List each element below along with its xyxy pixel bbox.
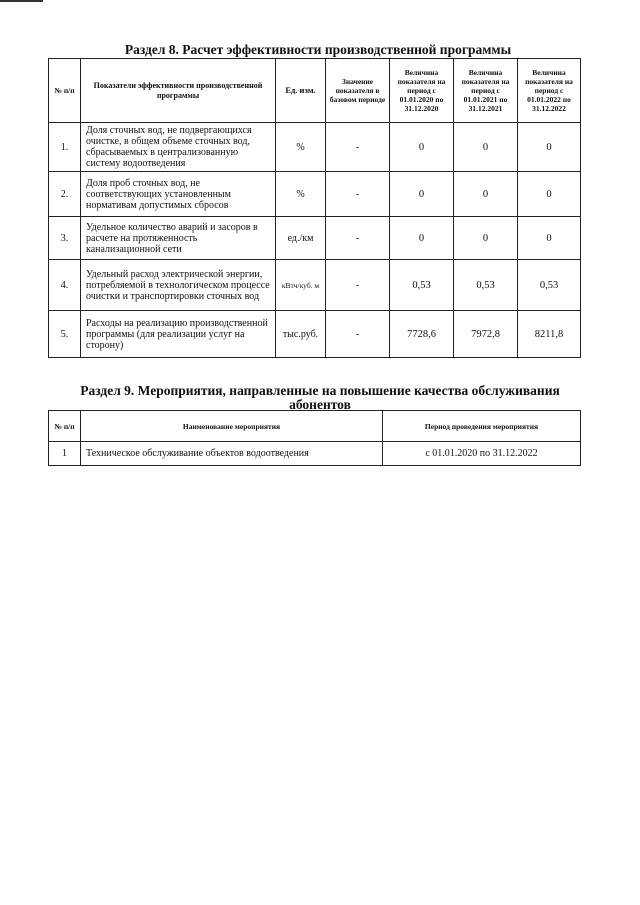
efficiency-table	[48, 58, 581, 358]
row-num: 1	[49, 442, 81, 466]
scan-edge-mark	[0, 0, 43, 2]
header-period-2021: Величина показателя на период с 01.01.2021 по 31.12.2021	[454, 59, 518, 123]
table-row	[49, 311, 581, 358]
row-unit: тыс.руб.	[276, 311, 326, 358]
row-unit: %	[276, 172, 326, 217]
row-base: -	[326, 260, 390, 311]
header-activity-name: Наименование мероприятия	[81, 411, 383, 442]
row-value-2022: 0	[518, 172, 581, 217]
table-header-row	[49, 59, 581, 123]
row-base: -	[326, 311, 390, 358]
row-value-2020: 0	[390, 172, 454, 217]
table-row	[49, 442, 581, 466]
header-num: № п/п	[49, 59, 81, 123]
row-num: 1.	[49, 123, 81, 172]
row-value-2022: 0,53	[518, 260, 581, 311]
row-num: 3.	[49, 217, 81, 260]
row-unit: кВтч/куб. м	[276, 260, 326, 311]
row-indicator: Расходы на реализацию производственной программы (для реализации услуг на сторону)	[81, 311, 276, 358]
section-8-title: Раздел 8. Расчет эффективности производственной программы	[124, 42, 512, 57]
row-value-2020: 0	[390, 217, 454, 260]
row-base: -	[326, 217, 390, 260]
row-indicator: Удельный расход электрической энергии, потребляемой в технологическом процессе очистки и транспортировки сточных вод	[81, 260, 276, 311]
row-unit: ед./км	[276, 217, 326, 260]
row-value-2020: 0,53	[390, 260, 454, 311]
header-indicator: Показатели эффективности производственной программы	[81, 59, 276, 123]
header-period-2022: Величина показателя на период с 01.01.2022 по 31.12.2022	[518, 59, 581, 123]
row-indicator: Удельное количество аварий и засоров в расчете на протяженность канализационной сети	[81, 217, 276, 260]
row-num: 5.	[49, 311, 81, 358]
row-base: -	[326, 172, 390, 217]
header-num: № п/п	[49, 411, 81, 442]
row-activity-name: Техническое обслуживание объектов водоотведения	[81, 442, 383, 466]
row-value-2022: 8211,8	[518, 311, 581, 358]
row-value-2022: 0	[518, 123, 581, 172]
row-num: 2.	[49, 172, 81, 217]
activities-table	[48, 410, 581, 466]
row-value-2021: 0	[454, 123, 518, 172]
header-activity-period: Период проведения мероприятия	[383, 411, 581, 442]
row-value-2021: 0	[454, 217, 518, 260]
row-base: -	[326, 123, 390, 172]
header-base-period: Значение показателя в базовом периоде	[326, 59, 390, 123]
row-value-2021: 7972,8	[454, 311, 518, 358]
section-9-title: Раздел 9. Мероприятия, направленные на повышение качества обслуживания абонентов	[80, 383, 560, 412]
row-value-2020: 7728,6	[390, 311, 454, 358]
row-num: 4.	[49, 260, 81, 311]
row-value-2021: 0,53	[454, 260, 518, 311]
row-indicator: Доля проб сточных вод, не соответствующих установленным нормативам допустимых сбросов	[81, 172, 276, 217]
table-header-row	[49, 411, 581, 442]
header-unit: Ед. изм.	[276, 59, 326, 123]
table-row	[49, 172, 581, 217]
table-row	[49, 217, 581, 260]
row-unit: %	[276, 123, 326, 172]
header-period-2020: Величина показателя на период с 01.01.2020 по 31.12.2020	[390, 59, 454, 123]
row-value-2021: 0	[454, 172, 518, 217]
row-value-2022: 0	[518, 217, 581, 260]
table-row	[49, 260, 581, 311]
row-indicator: Доля сточных вод, не подвергающихся очистке, в общем объеме сточных вод, сбрасываемых в централизованную систему водоотведения	[81, 123, 276, 172]
row-activity-period: с 01.01.2020 по 31.12.2022	[383, 442, 581, 466]
row-value-2020: 0	[390, 123, 454, 172]
table-row	[49, 123, 581, 172]
